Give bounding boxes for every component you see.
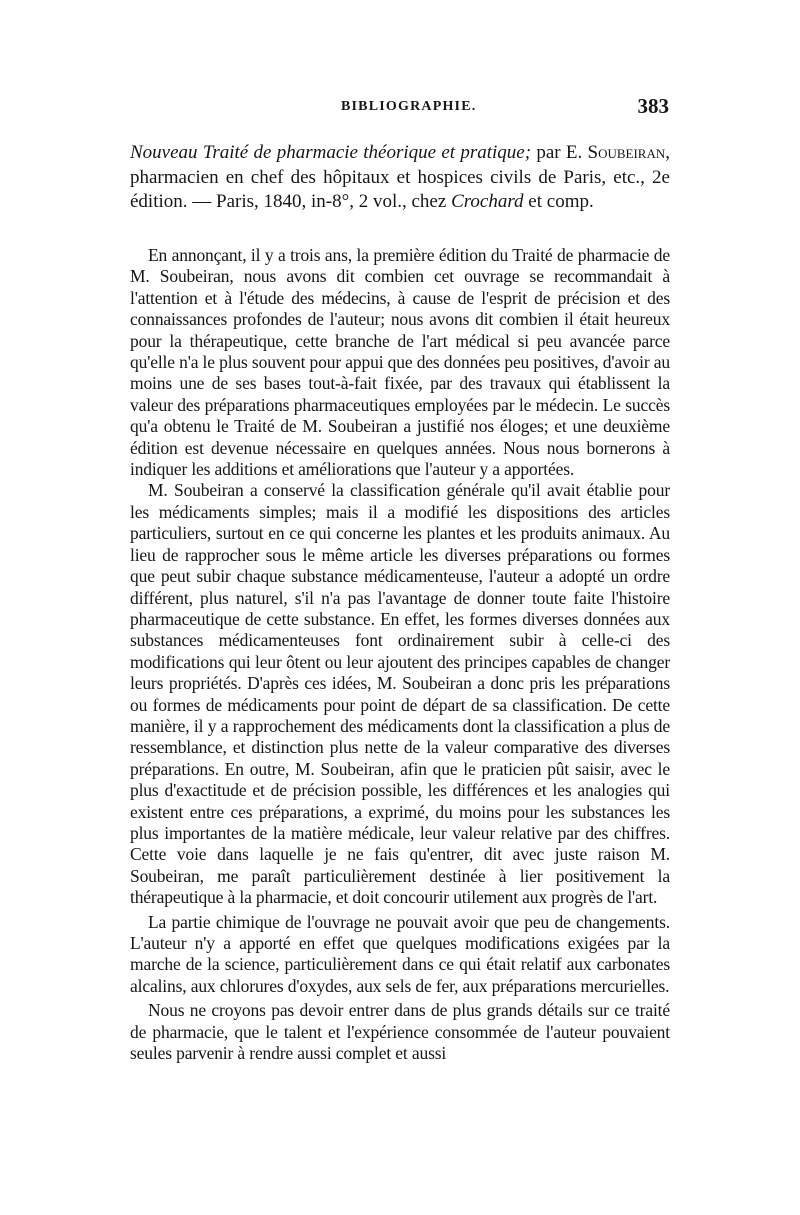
page-number: 383 (637, 94, 669, 118)
paragraph: M. Soubeiran a conservé la classification générale qu'il avait établie pour les médicaments simples; mais il a modifié les dispositions des articles particuliers, surtout en ce qui concerne les plantes et les produits animaux. Au lieu de rapprocher sous le même article les diverses préparations ou formes que peut subir chaque substance médicamenteuse, l'auteur a adopté un ordre différent, plus naturel, s'il n'a pas l'avantage de donner toute faite l'histoire pharmaceutique de cette substance. En effet, les formes diverses données aux substances médicamenteuses font ordinairement subir à celle-ci des modifications qui leur ôtent ou leur ajoutent des principes capables de changer leurs propriétés. D'après ces idées, M. Soubeiran a donc pris les préparations ou formes de médicaments pour point de départ de sa classification. De cette manière, il y a rapprochement des médicaments dont la classification a plus de ressemblance, et distinction plus nette de la valeur comparative des diverses préparations. En outre, M. Soubeiran, afin que le praticien pût saisir, avec le plus d'exactitude et de précision possible, les différences et les analogies qui existent entre ces préparations, a exprimé, du moins pour les substances les plus importantes de la matière médicale, leur valeur relative par des chiffres. Cette voie dans laquelle je ne fais qu'entrer, dit avec juste raison M. Soubeiran, me paraît particulièrement destinée à lier positivement la thérapeutique à la pharmacie, et doit concourir utilement aux progrès de l'art. (130, 480, 670, 908)
entry-details: , pharmacien en chef des hôpitaux et hospices civils de Paris, etc., 2e édition. — Paris, 1840, in-8°, 2 vol., chez (130, 142, 670, 212)
running-title: BIBLIOGRAPHIE. (341, 99, 477, 114)
publisher-name: Crochard (451, 191, 524, 212)
review-body (130, 245, 670, 1064)
entry-by: par E. (531, 142, 588, 163)
entry-tail: et comp. (523, 191, 594, 212)
paragraph: Nous ne croyons pas devoir entrer dans de plus grands détails sur ce traité de pharmacie, que le talent et l'expérience consommée de l'auteur pouvaient seules parvenir à rendre aussi complet et aussi (130, 1000, 670, 1064)
paragraph: La partie chimique de l'ouvrage ne pouvait avoir que peu de changements. L'auteur n'y a apporté en effet que quelques modifications exigées par la marche de la science, particulièrement dans ce qui était relatif aux carbonates alcalins, aux chlorures d'oxydes, aux sels de fer, aux préparations mercurielles. (130, 911, 670, 996)
author-name: Soubeiran (587, 142, 666, 163)
bibliographic-entry (130, 141, 670, 215)
paragraph: En annonçant, il y a trois ans, la première édition du Traité de pharmacie de M. Soubeiran, nous avons dit combien cet ouvrage se recommandait à l'attention et à l'étude des médecins, à cause de l'esprit de précision et des connaissances profondes de l'auteur; nous avons dit combien il était heureux pour la thérapeutique, cette branche de l'art médical si peu avancée parce qu'elle n'a le plus souvent pour appui que des données peu positives, d'avoir au moins une de ses bases tout-à-fait fixée, par des travaux qui établissent la valeur des préparations pharmaceutiques employées par le médecin. Le succès qu'a obtenu le Traité de M. Soubeiran a justifié nos éloges; et une deuxième édition est devenue nécessaire en quelques années. Nous nous bornerons à indiquer les additions et améliorations que l'auteur y a apportées. (130, 245, 670, 480)
running-header (129, 94, 669, 127)
book-title: Nouveau Traité de pharmacie théorique et pratique; (130, 142, 532, 163)
